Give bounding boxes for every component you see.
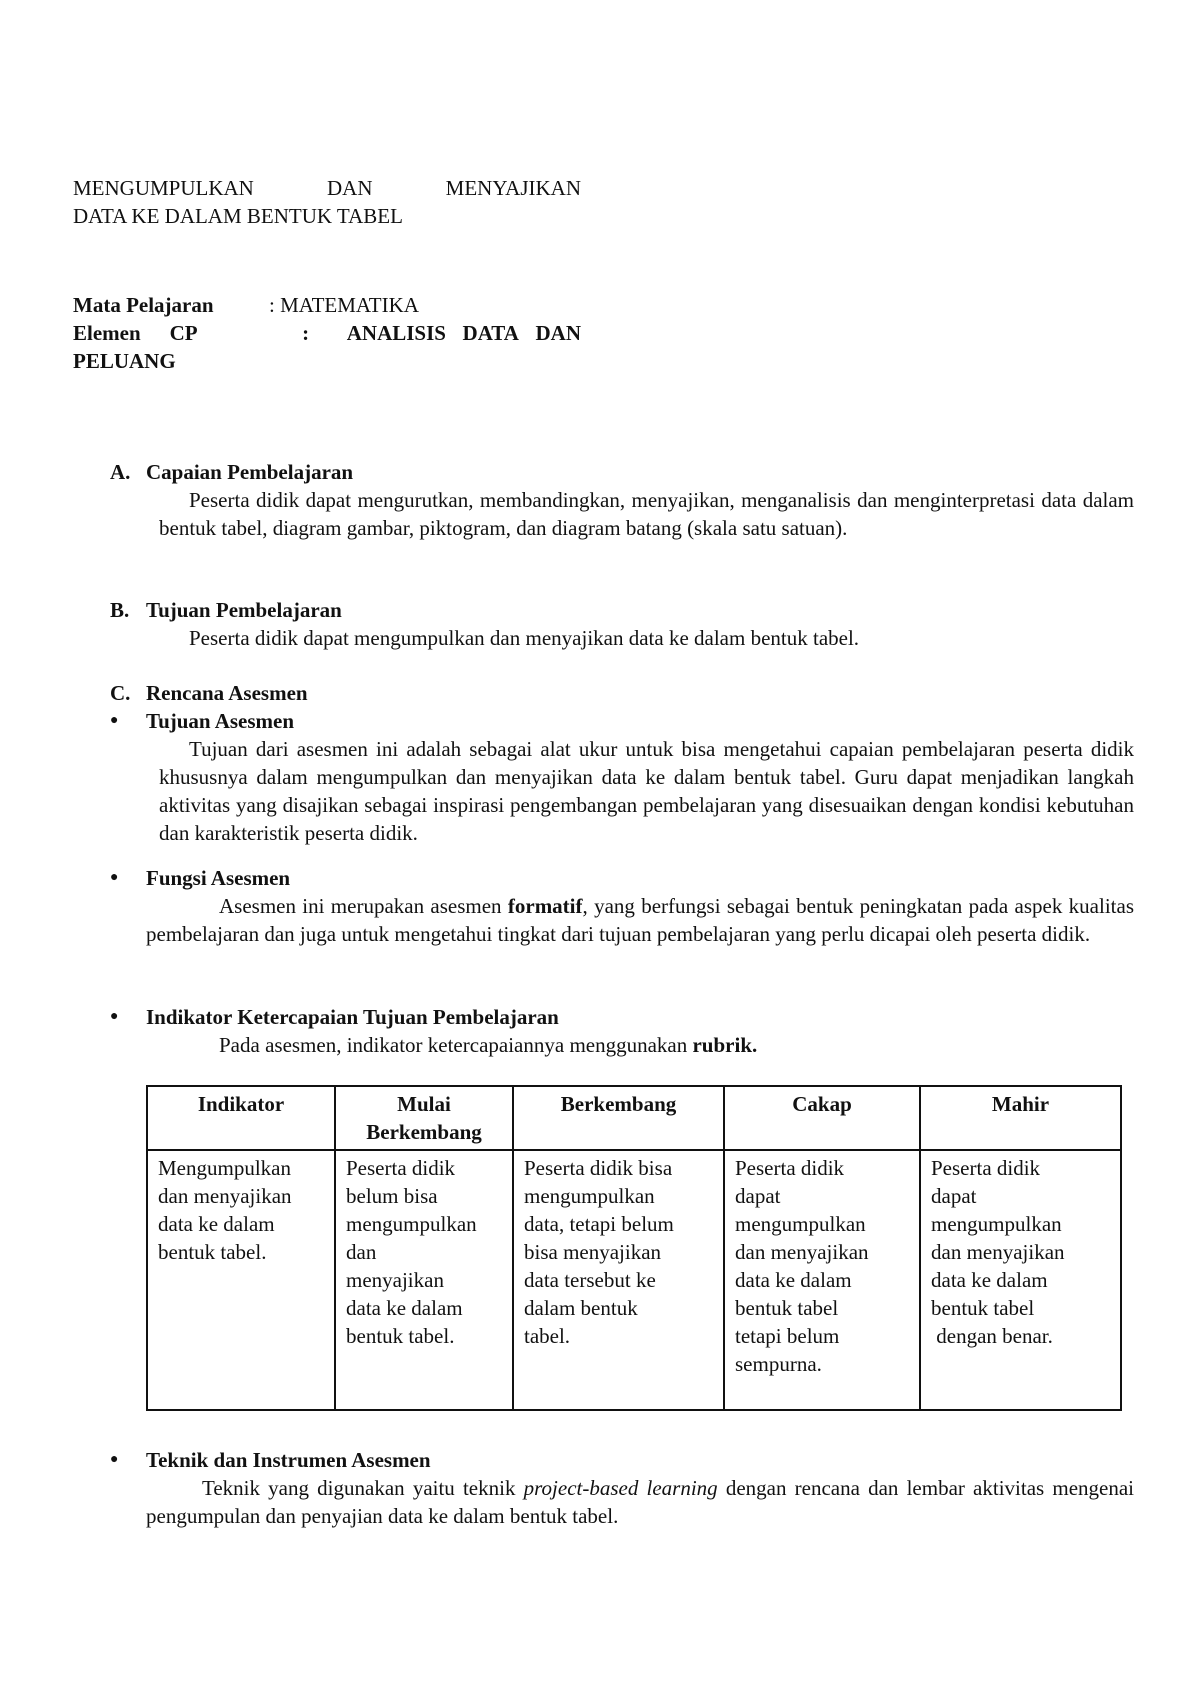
section-teknik [110, 1446, 1134, 1530]
title-word: MENGUMPULKAN [73, 176, 254, 200]
bullet-title: Teknik dan Instrumen Asesmen [146, 1448, 431, 1472]
cell-line: menyajikan [346, 1268, 444, 1292]
rubric-cell-mahir [920, 1150, 1121, 1410]
document-meta [73, 291, 581, 375]
meta-element-row [73, 319, 581, 347]
bullet-title: Indikator Ketercapaian Tujuan Pembelajaran [146, 1005, 559, 1029]
subject-value: : MATEMATIKA [269, 293, 419, 317]
cell-line: mengumpulkan [931, 1212, 1062, 1236]
cell-line: dan [346, 1240, 377, 1264]
indikator-text-bold: rubrik. [692, 1033, 758, 1057]
section-title: Tujuan Pembelajaran [146, 598, 342, 622]
section-b-heading [110, 596, 1134, 624]
fungsi-text-pre: Asesmen ini merupakan asesmen [219, 894, 508, 918]
cell-line: data ke dalam [346, 1296, 463, 1320]
element-value-word: ANALISIS [346, 321, 446, 345]
bullet-title: Fungsi Asesmen [146, 866, 291, 890]
bullet-icon: ● [110, 713, 119, 728]
section-a-text: Peserta didik dapat mengurutkan, membandingkan, menyajikan, menganalisis dan menginterpretasi data dalam bentuk tabel, diagram gambar, piktogram, dan diagram batang (skala satu satuan). [159, 488, 1134, 540]
meta-subject-row [73, 291, 581, 319]
section-a [110, 458, 1134, 542]
cell-line: dengan benar. [931, 1324, 1053, 1348]
cell-line: Peserta didik bisa [524, 1156, 673, 1180]
element-value-cont: PELUANG [73, 349, 176, 373]
cell-line: belum bisa [346, 1184, 438, 1208]
rubric-header-cell: Indikator [147, 1086, 335, 1150]
cell-line: Peserta didik [735, 1156, 845, 1180]
section-title: Capaian Pembelajaran [146, 460, 354, 484]
section-title: Rencana Asesmen [146, 681, 308, 705]
cell-line: bentuk tabel. [346, 1324, 455, 1348]
cell-line: dalam bentuk [524, 1296, 638, 1320]
section-letter: C. [110, 681, 131, 705]
bullet-tujuan-heading [110, 707, 1134, 735]
cell-line: dan menyajikan [158, 1184, 292, 1208]
section-b [110, 596, 1134, 652]
section-fungsi [110, 864, 1134, 948]
cell-line: dan menyajikan [931, 1240, 1065, 1264]
teknik-text-post: dengan rencana dan lembar aktivitas mengenai pengumpulan dan penyajian data ke dalam bentuk tabel. [146, 1476, 1135, 1528]
element-value-word: DATA [462, 321, 519, 345]
title-line-1 [73, 174, 581, 202]
cell-line: bentuk tabel [931, 1296, 1035, 1320]
indikator-text [146, 1031, 1134, 1059]
document-title [73, 174, 581, 230]
bullet-icon: ● [110, 1452, 119, 1467]
cell-line: data ke dalam [931, 1268, 1048, 1292]
cell-line: data ke dalam [158, 1212, 275, 1236]
rubric-cell-cakap [724, 1150, 920, 1410]
cell-line: tetapi belum [735, 1324, 840, 1348]
teknik-text-italic: project-based learning [523, 1476, 718, 1500]
rubric-header-cell: Mulai Berkembang [335, 1086, 513, 1150]
rubric-header-cell: Cakap [724, 1086, 920, 1150]
tujuan-asesmen-text: Tujuan dari asesmen ini adalah sebagai alat ukur untuk bisa mengetahui capaian pembelajaran peserta didik khususnya dalam mengumpulkan dan menyajikan data ke dalam bentuk tabel. Guru dapat menjadikan langkah aktivitas yang disajikan sebagai inspirasi pengembangan pembelajaran yang disesuaikan dengan kondisi kebutuhan dan karakteristik peserta didik. [159, 737, 1134, 845]
element-label: Elemen [73, 321, 141, 345]
teknik-text-pre: Teknik yang digunakan yaitu teknik [202, 1476, 524, 1500]
cell-line: bentuk tabel. [158, 1240, 267, 1264]
title-line-2: DATA KE DALAM BENTUK TABEL [73, 204, 403, 228]
rubric-row [147, 1150, 1121, 1410]
section-b-text: Peserta didik dapat mengumpulkan dan menyajikan data ke dalam bentuk tabel. [189, 626, 860, 650]
cell-line: Peserta didik [346, 1156, 456, 1180]
indikator-text-pre: Pada asesmen, indikator ketercapaiannya menggunakan [219, 1033, 693, 1057]
rubric-header-row [147, 1086, 1121, 1150]
section-c-heading [110, 679, 1134, 707]
cell-line: dapat [735, 1184, 781, 1208]
section-c [110, 679, 1134, 847]
cell-line: data ke dalam [735, 1268, 852, 1292]
element-label-cp: CP [169, 321, 198, 345]
rubric-cell-mulai-berkembang [335, 1150, 513, 1410]
section-indikator [110, 1003, 1134, 1059]
bullet-fungsi-heading [110, 864, 1134, 892]
fungsi-text-bold: formatif [507, 894, 583, 918]
cell-line: dapat [931, 1184, 977, 1208]
rubric-header-cell: Berkembang [513, 1086, 724, 1150]
cell-line: sempurna. [735, 1352, 822, 1376]
cell-line: bentuk tabel [735, 1296, 839, 1320]
element-value-word: DAN [535, 321, 581, 345]
rubric-cell-berkembang [513, 1150, 724, 1410]
cell-line: tabel. [524, 1324, 571, 1348]
rubric-cell-indikator [147, 1150, 335, 1410]
cell-line: Mengumpulkan [158, 1156, 291, 1180]
teknik-text [146, 1474, 1134, 1530]
cell-line: dan menyajikan [735, 1240, 869, 1264]
rubric-header-cell: Mahir [920, 1086, 1121, 1150]
element-colon: : [302, 321, 310, 345]
bullet-icon: ● [110, 1009, 119, 1024]
section-letter: A. [110, 460, 131, 484]
title-word: DAN [327, 176, 373, 200]
rubric-table [146, 1085, 1122, 1411]
cell-line: mengumpulkan [346, 1212, 477, 1236]
section-letter: B. [110, 598, 130, 622]
subject-label: Mata Pelajaran [73, 293, 214, 317]
cell-line: mengumpulkan [524, 1184, 655, 1208]
title-word: MENYAJIKAN [445, 176, 581, 200]
cell-line: data tersebut ke [524, 1268, 656, 1292]
cell-line: mengumpulkan [735, 1212, 866, 1236]
bullet-title: Tujuan Asesmen [146, 709, 295, 733]
cell-line: bisa menyajikan [524, 1240, 662, 1264]
bullet-icon: ● [110, 870, 119, 885]
cell-line: data, tetapi belum [524, 1212, 674, 1236]
bullet-teknik-heading [110, 1446, 1134, 1474]
fungsi-asesmen-text [146, 892, 1134, 948]
bullet-indikator-heading [110, 1003, 1134, 1031]
cell-line: Peserta didik [931, 1156, 1041, 1180]
fungsi-text-post: , yang berfungsi sebagai bentuk peningkatan pada aspek kualitas pembelajaran dan juga untuk mengetahui tingkat dari tujuan pembelajaran yang perlu dicapai oleh peserta didik. [146, 894, 1134, 946]
section-a-heading [110, 458, 1134, 486]
